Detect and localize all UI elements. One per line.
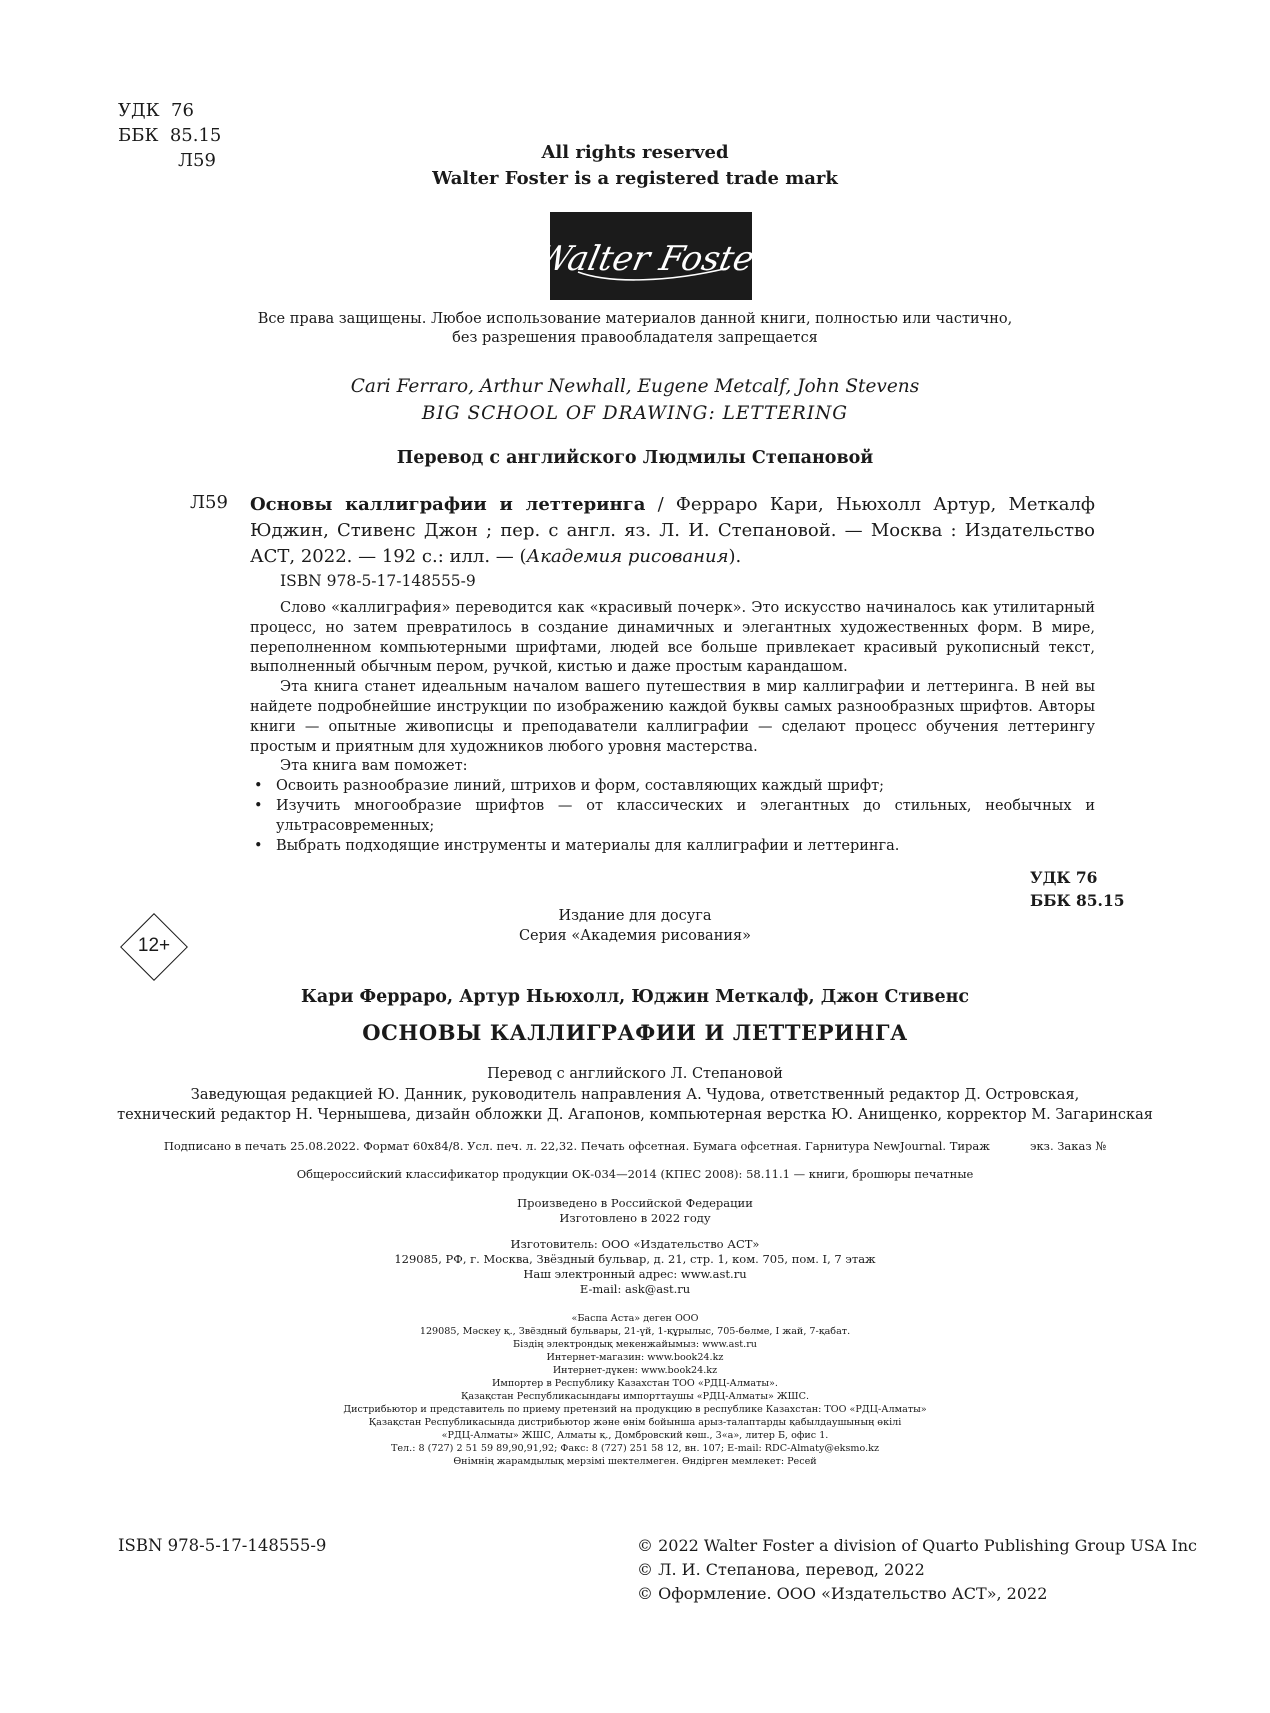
copyright-lines <box>637 1534 1197 1606</box>
production-info <box>0 1196 1270 1226</box>
abstract <box>250 599 1095 856</box>
copy-notice-line-1: Все права защищены. Любое использование материалов данной книги, полностью или частично, <box>257 311 1013 327</box>
kz-line: «РДЦ-Алматы» ЖШС, Алматы қ., Домбровский көш., 3«а», литер Б, офис 1. <box>441 1430 829 1441</box>
kz-line: «Баспа Аста» деген ООО <box>571 1313 699 1324</box>
authors-russian: Кари Ферраро, Артур Ньюхолл, Юджин Меткалф, Джон Стивенс <box>300 987 970 1007</box>
manufacturer-line: Изготовитель: ООО «Издательство АСТ» <box>510 1237 760 1251</box>
editors-line-2: технический редактор Н. Чернышева, дизайн обложки Д. Агапонов, компьютерная верстка Ю. Анищенко, корректор М. Загаринская <box>117 1106 1153 1123</box>
original-authors: Cari Ferraro, Arthur Newhall, Eugene Metcalf, John Stevens <box>350 376 920 397</box>
abstract-paragraph-3: Эта книга вам поможет: <box>280 758 468 775</box>
kz-line: Біздің электрондық мекенжайымыз: www.ast.ru <box>513 1339 757 1350</box>
bib-end: ). <box>728 546 742 567</box>
copyright-line: © 2022 Walter Foster a division of Quarto Publishing Group USA Inc <box>637 1536 1198 1555</box>
abstract-paragraph-1: Слово «каллиграфия» переводится как «красивый почерк». Это искусство начиналось как утилитарный процесс, но затем превратилось в создание динамичных и элегантных художественных форм. В мире, переполненном компьютерными шрифтами, людей все больше привлекает красивый рукописный текст, выполненный обычным пером, ручкой, кистью и даже простым карандашом. <box>250 600 1095 676</box>
copy-notice-line-2: без разрешения правообладателя запрещается <box>452 330 818 346</box>
kz-line: 129085, Мәскеу қ., Звёздный бульвары, 21-үй, 1-құрылыс, 705-бөлме, I жай, 7-қабат. <box>419 1326 851 1337</box>
kz-line: Қазақстан Республикасындағы импорттаушы «РДЦ-Алматы» ЖШС. <box>460 1391 810 1402</box>
print-signed-info: Подписано в печать 25.08.2022. Формат 60x84/8. Усл. печ. л. 22,32. Печать офсетная. Бумага офсетная. Гарнитура NewJournal. Тираж экз. Заказ № <box>163 1139 1107 1153</box>
copyright-notice <box>0 310 1270 348</box>
kz-line: Тел.: 8 (727) 2 51 59 89,90,91,92; Факс: 8 (727) 251 58 12, вн. 107; E-mail: RDC-Almaty@eksmo.kz <box>390 1443 880 1454</box>
bbk-right: ББК 85.15 <box>1030 891 1125 910</box>
bbk-code: ББК 85.15 <box>118 125 222 146</box>
walter-foster-logo <box>531 212 775 300</box>
editorial-credits <box>0 1086 1270 1125</box>
edition-info <box>0 906 1270 946</box>
manufacturer-info <box>0 1237 1270 1297</box>
kz-line: Интернет-дүкен: www.book24.kz <box>552 1365 718 1376</box>
manufacturer-line: E-mail: ask@ast.ru <box>579 1282 691 1296</box>
kz-line: Өнімнің жарамдылық мерзімі шектелмеген. Өндірген мемлекет: Ресей <box>453 1456 817 1467</box>
manufacturer-line: Наш электронный адрес: www.ast.ru <box>523 1267 747 1281</box>
edition-type: Издание для досуга <box>558 908 712 924</box>
kz-line: Қазақстан Республикасында дистрибьютор және өнім бойынша арыз-талаптарды қабылдаушының өкілі <box>368 1417 902 1428</box>
copyright-line: © Л. И. Степанова, перевод, 2022 <box>637 1560 925 1579</box>
edition-series: Серия «Академия рисования» <box>518 928 752 944</box>
bib-code: Л59 <box>190 492 228 513</box>
editors-line-1: Заведующая редакцией Ю. Данник, руководитель направления А. Чудова, ответственный редактор Д. Островская, <box>190 1087 1080 1103</box>
rights-line-2: Walter Foster is a registered trade mark <box>432 168 838 189</box>
abstract-paragraph-2: Эта книга станет идеальным началом вашего путешествия в мир каллиграфии и леттеринга. В ней вы найдете подробнейшие инструкции по изображению каждой буквы самых разнообразных шрифтов. Авторы книги — опытные живописцы и преподаватели каллиграфии — сделают процесс обучения леттерингу простым и приятным для художников любого уровня мастерства. <box>250 679 1095 755</box>
rights-statement <box>0 140 1270 192</box>
bullet-item: • Освоить разнообразие линий, штрихов и форм, составляющих каждый шрифт; <box>250 777 1095 797</box>
rights-line-1: All rights reserved <box>541 142 729 163</box>
copyright-line: © Оформление. ООО «Издательство АСТ», 2022 <box>637 1584 1048 1603</box>
logo-wordmark: Walter Foster <box>531 239 775 279</box>
udk-right: УДК 76 <box>1030 868 1098 887</box>
abstract-bullets <box>250 777 1095 856</box>
bullet-item: • Выбрать подходящие инструменты и материалы для каллиграфии и леттеринга. <box>250 837 1095 857</box>
author-sign-code: Л59 <box>178 150 216 171</box>
age-rating-label: 12+ <box>137 935 171 956</box>
translator-credit: Перевод с английского Л. Степановой <box>487 1066 783 1082</box>
bib-series: Академия рисования <box>526 546 729 567</box>
bib-details: / Ферраро Кари, Ньюхолл Артур, Меткалф Юджин, Стивенс Джон ; пер. с англ. яз. Л. И. Степановой. — Москва : Издательство АСТ, 2022. — 192 с.: илл. — ( <box>250 494 1095 567</box>
udk-code: УДК 76 <box>118 100 194 121</box>
produced-year: Изготовлено в 2022 году <box>559 1211 711 1225</box>
bullet-item: • Изучить многообразие шрифтов — от классических и элегантных до стильных, необычных и ультрасовременных; <box>250 797 1095 837</box>
kz-line: Интернет-магазин: www.book24.kz <box>546 1352 724 1363</box>
product-classifier: Общероссийский классификатор продукции ОК-034—2014 (КПЕС 2008): 58.11.1 — книги, брошюры печатные <box>296 1167 974 1181</box>
kz-line: Дистрибьютор и представитель по приему претензий на продукцию в республике Казахстан: ТОО «РДЦ-Алматы» <box>343 1404 927 1415</box>
translation-credit: Перевод с английского Людмилы Степановой <box>396 448 874 468</box>
original-title: BIG SCHOOL OF DRAWING: LETTERING <box>421 403 849 424</box>
manufacturer-line: 129085, РФ, г. Москва, Звёздный бульвар, д. 21, стр. 1, ком. 705, пом. I, 7 этаж <box>394 1252 876 1266</box>
kazakhstan-info <box>0 1312 1270 1468</box>
kz-line: Импортер в Республику Казахстан ТОО «РДЦ-Алматы». <box>492 1378 778 1389</box>
bib-record <box>250 492 1095 570</box>
bib-title: Основы каллиграфии и леттеринга <box>250 494 646 515</box>
bib-isbn: ISBN 978-5-17-148555-9 <box>280 572 476 590</box>
isbn-bottom: ISBN 978-5-17-148555-9 <box>118 1536 327 1555</box>
title-russian: ОСНОВЫ КАЛЛИГРАФИИ И ЛЕТТЕРИНГА <box>362 1020 908 1045</box>
produced-country: Произведено в Российской Федерации <box>517 1196 753 1210</box>
